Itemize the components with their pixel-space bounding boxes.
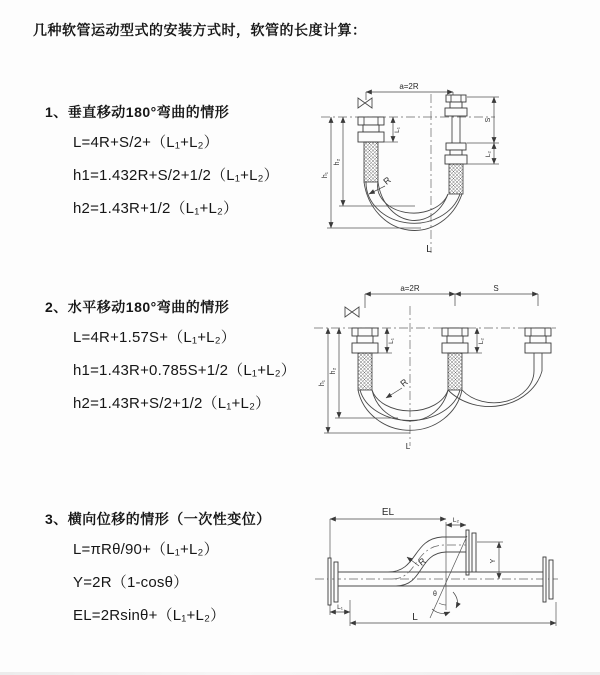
pipe-fitting-left: [352, 328, 378, 390]
diagram-vertical-bend: [303, 70, 598, 255]
dim-label-l1: L₁: [394, 127, 401, 133]
pipe-fitting-right: [525, 328, 551, 371]
dimension-l1: [378, 328, 395, 353]
valve-icon: [358, 98, 372, 108]
dim-label-l2: L₂: [478, 337, 485, 345]
braided-hose-end: [449, 164, 463, 194]
dim-label-a2r: a=2R: [399, 82, 419, 91]
dim-label-l1: L₁: [337, 604, 343, 611]
formula-line: L=πRθ/90+（L₁+L₂）: [73, 541, 219, 558]
formula-line: h2=1.43R+1/2（L₁+L₂）: [73, 200, 239, 217]
dim-label-y: Y: [490, 558, 497, 564]
angle-theta-construction: [430, 536, 467, 618]
angle-label-theta: θ: [433, 591, 437, 598]
pipe-fitting-middle: [442, 328, 468, 390]
dim-label-l2: L₂: [452, 517, 460, 524]
dim-label-h2: h₂: [334, 158, 341, 166]
section-heading: 3、横向位移的情形（一次性变位）: [45, 511, 271, 527]
dimension-l1: [330, 600, 350, 615]
braided-hose-end: [358, 353, 372, 390]
dim-label-l2: L₂: [485, 150, 492, 158]
formula-line: EL=2Rsinθ+（L₁+L₂）: [73, 607, 226, 624]
section-heading: 1、垂直移动180°弯曲的情形: [45, 104, 230, 120]
section-lateral-displacement: [45, 509, 271, 632]
dim-label-l: L: [405, 442, 411, 451]
dim-label-h1: h₁: [322, 171, 329, 179]
dim-label-a2r: a=2R: [400, 284, 420, 293]
dim-label-s: S: [485, 117, 492, 123]
flange-right: [543, 557, 553, 602]
dim-label-r: R: [398, 376, 410, 389]
dimension-a2r: [366, 82, 453, 100]
dimension-y: [477, 542, 503, 579]
dim-label-l: L: [412, 612, 418, 623]
section-vertical-bend: [45, 102, 279, 225]
formula-list: [73, 321, 296, 420]
dim-label-h1: h₁: [319, 379, 326, 387]
dim-label-s: S: [493, 284, 499, 293]
formula-line: h2=1.43R+S/2+1/2（L₁+L₂）: [73, 395, 271, 412]
formula-line: Y=2R（1-cosθ）: [73, 574, 189, 591]
formula-line: L=4R+1.57S+（L₁+L₂）: [73, 329, 236, 346]
dim-label-l: L: [426, 244, 432, 255]
page-title: 几种软管运动型式的安装方式时，软管的长度计算：: [33, 22, 367, 38]
dimension-a2r: [365, 284, 538, 308]
formula-line: h1=1.432R+S/2+1/2（L₁+L₂）: [73, 167, 279, 184]
dimension-s: [455, 284, 538, 294]
dim-label-el: EL: [381, 507, 395, 518]
dim-label-r: R: [381, 174, 393, 187]
dimension-el: [330, 507, 446, 615]
pipe-fitting-right: [445, 95, 467, 194]
pipe-fitting-left: [358, 117, 384, 182]
dimension-l: [350, 602, 556, 626]
dimension-l2: [446, 517, 466, 525]
radius-callout: [386, 376, 410, 398]
formula-line: h1=1.43R+0.785S+1/2（L₁+L₂）: [73, 362, 296, 379]
formula-line: L=4R+S/2+（L₁+L₂）: [73, 134, 219, 151]
section-heading: 2、水平移动180°弯曲的情形: [45, 299, 230, 315]
flange-left: [328, 558, 338, 605]
dimension-l1: [384, 117, 401, 142]
dimension-l2: [464, 143, 499, 164]
formula-list: [73, 126, 279, 225]
dim-label-l1: L₁: [388, 338, 395, 344]
dimension-l2: [468, 328, 485, 353]
braided-hose-end: [364, 142, 378, 182]
valve-icon: [345, 307, 359, 317]
dim-label-r: R: [416, 555, 428, 568]
section-horizontal-bend: [45, 297, 296, 420]
formula-list: [73, 533, 271, 632]
dimension-s: [467, 97, 499, 143]
braided-hose-end: [448, 353, 462, 390]
diagram-horizontal-bend: [298, 278, 600, 453]
diagram-lateral-displacement: [300, 492, 600, 660]
flange-top-right: [466, 530, 476, 575]
dim-label-h2: h₂: [330, 367, 337, 375]
